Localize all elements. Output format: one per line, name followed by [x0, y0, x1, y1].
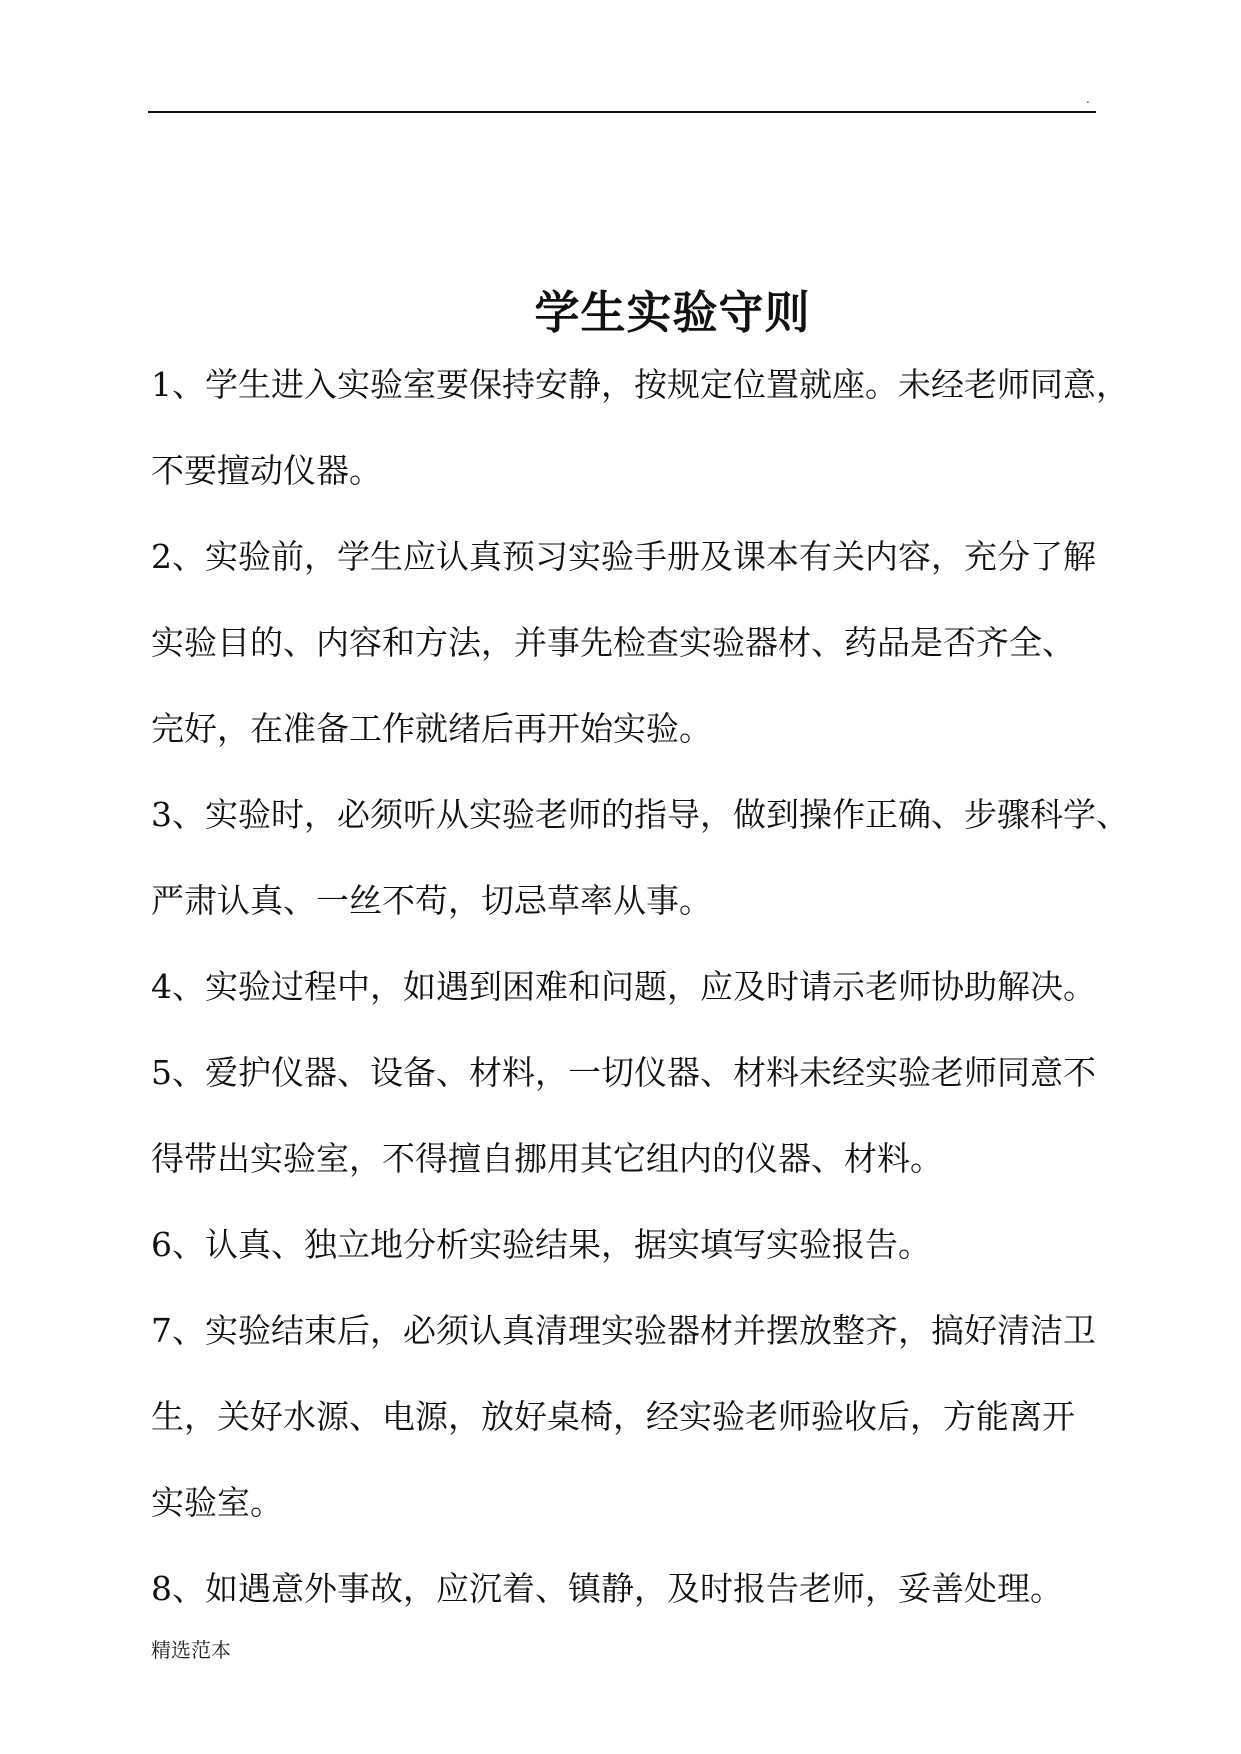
rule-line-7: 严肃认真、一丝不苟，切忌草率从事。: [151, 881, 712, 920]
rule-line-6: 3、实验时，必须听从实验老师的指导，做到操作正确、步骤科学、: [151, 795, 1129, 834]
rule-line-13: 生，关好水源、电源，放好桌椅，经实验老师验收后，方能离开: [151, 1397, 1075, 1436]
rule-line-8: 4、实验过程中，如遇到困难和问题，应及时请示老师协助解决。: [151, 967, 1096, 1006]
rule-line-5: 完好，在准备工作就绪后再开始实验。: [151, 709, 712, 748]
footer-label: 精选范本: [151, 1638, 231, 1662]
page-title: 学生实验守则: [534, 286, 811, 339]
rule-line-2: 不要擅动仪器。: [151, 451, 382, 490]
rule-line-14: 实验室。: [151, 1483, 283, 1522]
rule-line-9: 5、爱护仪器、设备、材料，一切仪器、材料未经实验老师同意不: [151, 1053, 1096, 1092]
rule-line-10: 得带出实验室，不得擅自挪用其它组内的仪器、材料。: [151, 1139, 943, 1178]
rule-line-4: 实验目的、内容和方法，并事先检查实验器材、药品是否齐全、: [151, 623, 1075, 662]
header-rule: [148, 111, 1096, 113]
rule-line-3: 2、实验前，学生应认真预习实验手册及课本有关内容，充分了解: [151, 537, 1096, 576]
rule-line-12: 7、实验结束后，必须认真清理实验器材并摆放整齐，搞好清洁卫: [151, 1311, 1096, 1350]
rule-line-15: 8、如遇意外事故，应沉着、镇静，及时报告老师，妥善处理。: [151, 1569, 1063, 1608]
header-dot: .: [1086, 92, 1090, 106]
rule-line-11: 6、认真、独立地分析实验结果，据实填写实验报告。: [151, 1225, 931, 1264]
rule-line-1: 1、学生进入实验室要保持安静，按规定位置就座。未经老师同意，: [151, 365, 1129, 404]
